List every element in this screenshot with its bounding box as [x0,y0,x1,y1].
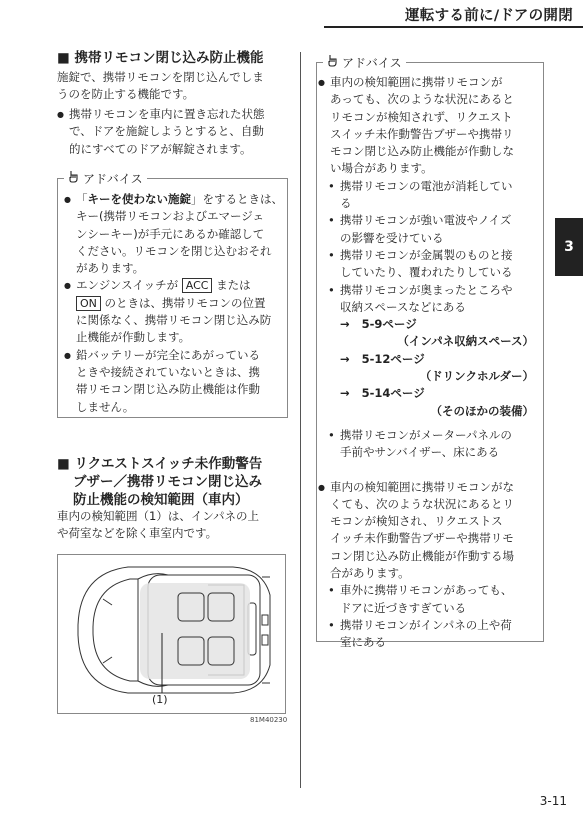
header-rule [324,26,583,28]
advice1-item: ● エンジンスイッチが ACC または ON のときは、携帯リモコンの位置 に関係なく、携帯リモコン閉じ込み防 止機能が作動します。 [64,277,284,346]
figure-callout-1: (1) [152,693,168,706]
page-reference: → 5-14ページ [340,386,425,401]
column-divider [300,52,301,788]
car-interior-figure [57,554,286,714]
page-reference-desc: （ドリンクホルダー） [419,369,534,384]
section1-title: ■ 携帯リモコン閉じ込み防止機能 [57,50,264,66]
pointing-hand-icon [327,54,339,71]
figure-code: 81M40230 [250,716,288,724]
advice2-sub-item: • 携帯リモコンが金属製のものと接 していたり、覆われたりしている [318,247,540,282]
section2-body: 車内の検知範囲（1）は、インパネの上 や荷室などを除く車室内です。 [57,509,260,541]
page-header-title: 運転する前に/ドアの開閉 [405,8,573,24]
car-top-view-illustration [58,555,285,713]
pointing-hand-icon [68,170,80,187]
advice2-sub-item: • 携帯リモコンが強い電波やノイズ の影響を受けている [318,212,540,247]
acc-key-label: ACC [182,278,213,293]
advice-label-1: アドバイス [64,170,147,187]
advice2-sub-item: • 携帯リモコンがインパネの上や荷 室にある [318,617,540,652]
advice2-sub-item: • 携帯リモコンの電池が消耗してい る [318,178,540,213]
page-reference-desc: （インパネ収納スペース） [397,334,534,349]
page-number: 3-11 [539,794,567,808]
advice2-sub-item: • 携帯リモコンが奥まったところや 収納スペースなどにある [318,282,540,317]
advice2-sub-item: • 携帯リモコンがメーターパネルの 手前やサンバイザー、床にある [318,427,540,462]
section2-title: ■ リクエストスイッチ未作動警告 ブザー／携帯リモコン閉じ込み 防止機能の検知範囲（車内） [57,456,263,508]
page-reference: → 5-9ページ [340,317,417,332]
on-key-label: ON [76,296,101,311]
page-reference: → 5-12ページ [340,351,425,366]
advice2-item-2: ● 車内の検知範囲に携帯リモコンがな くても、次のような状況にあるとリ モコンが検知され、リクエストス イッチ未作動警告ブザーや携帯リモ コン閉じ込み防止機能が作動する場 合があります。 [318,479,540,583]
section1-bullet: ● 携帯リモコンを車内に置き忘れた状態 で、ドアを施錠しようとすると、自動 的にすべてのドアが解錠されます。 [57,106,297,158]
advice2-content [318,74,540,652]
page-reference-desc: （そのほかの装備） [430,403,534,418]
advice1-list [64,191,284,416]
advice-label-2: アドバイス [323,54,406,71]
advice1-item: ● 鉛バッテリーが完全にあがっている ときや接続されていないときは、携 帯リモコン閉じ込み防止機能は作動 しません。 [64,347,284,416]
advice2-item-1: ● 車内の検知範囲に携帯リモコンが あっても、次のような状況にあると リモコンが検知されず、リクエスト スイッチ未作動警告ブザーや携帯リ モコン閉じ込み防止機能が作動しな い場合があります。 [318,74,540,178]
advice2-sub-item: • 車外に携帯リモコンがあっても、 ドアに近づきすぎている [318,582,540,617]
chapter-tab: 3 [555,218,583,276]
section1-intro: 施錠で、携帯リモコンを閉じ込んでしま うのを防止する機能です。 [57,70,264,102]
advice1-item: ● 「キーを使わない施錠」をするときは、 キー(携帯リモコンおよびエマージェ ンシーキー)が手元にあるか確認して ください。リモコンを閉じ込むおそれ があります。 [64,191,284,277]
